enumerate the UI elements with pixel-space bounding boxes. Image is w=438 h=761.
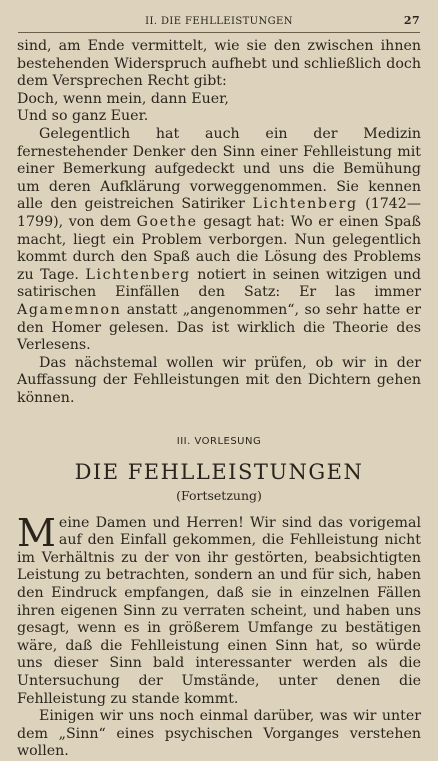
paragraph-3: Das nächstemal wollen wir prüfen, ob wir in der Auffassung der Fehlleistungen mit den Dichtern gehen können. (17, 354, 421, 406)
paragraph-4 (17, 510, 421, 709)
paragraph-2-part-e: anstatt „angenommen“, so sehr hatte er den Homer gelesen. Das ist wirklich die Theorie des Verlesens. (17, 301, 421, 354)
drop-cap: M (17, 510, 56, 555)
running-head: II. DIE FEHLLEISTUNGEN (145, 16, 293, 27)
verse-line-1: Doch, wenn mein, dann Euer, (17, 90, 229, 107)
paragraph-4-text: eine Damen und Herren! Wir sind das vorigemal auf den Einfall gekommen, die Fehlleistung nicht im Verhältnis zu der von ihr gestörten, beabsichtigten Leistung zu betrachten, sondern an und für sich, haben den Eindruck empfangen, daß sie in einzelnen Fällen ihren eigenen Sinn zu verraten scheint, und haben uns gesagt, wenn es in größerem Umfange zu bestätigen wäre, daß die Fehlleistung einen Sinn hat, so würde uns dieser Sinn bald interessanter werden als die Untersuchung der Umstände, unter denen die Fehlleistung zu stande kommt. (17, 514, 421, 707)
paragraph-2 (17, 126, 421, 355)
chapter-subtitle: (Fortsetzung) (176, 488, 262, 504)
page-header (18, 14, 420, 30)
paragraph-5: Einigen wir uns noch einmal darüber, was wir unter dem „Sinn“ eines psychischen Vorganges verstehen wollen. (17, 708, 421, 760)
paragraph-2-part-b: (1742—1799), von dem (17, 196, 421, 230)
paragraph-1: sind, am Ende vermittelt, wie sie den zwischen ihnen bestehenden Widerspruch aufhebt und schließlich doch dem Versprechen Recht gibt: (17, 38, 421, 90)
name-lichtenberg: Lichtenberg (252, 196, 358, 213)
verse-line-2: Und so ganz Euer. (17, 108, 149, 125)
paragraph-2-part-a: Gelegentlich hat auch ein der Medizin fernestehender Denker den Sinn einer Fehlleistung mit einer Bemerkung aufgedeckt und uns die Bemühung um deren Aufklärung vorweggenommen. Sie kennen alle den geistreichen Satiriker (17, 125, 421, 213)
name-agamemnon: Agamemnon (17, 301, 122, 318)
page-number: 27 (403, 14, 420, 27)
header-rule (18, 32, 420, 33)
page-body (17, 38, 421, 761)
name-goethe: Goethe (136, 213, 198, 230)
paragraph-2-part-c: gesagt hat: Wo er einen Spaß macht, liegt ein Problem verborgen. Nun gelegentlich kommt durch den Spaß auch die Lösung des Problems zu Tage. (17, 213, 421, 283)
chapter-title: DIE FEHLLEISTUNGEN (74, 460, 364, 485)
name-lichtenberg-2: Lichtenberg (85, 266, 191, 283)
lecture-label: III. VORLESUNG (176, 436, 262, 448)
paragraph-2-part-d: notiert in seinen witzigen und satirischen Einfällen den Satz: Er las immer (17, 266, 421, 301)
